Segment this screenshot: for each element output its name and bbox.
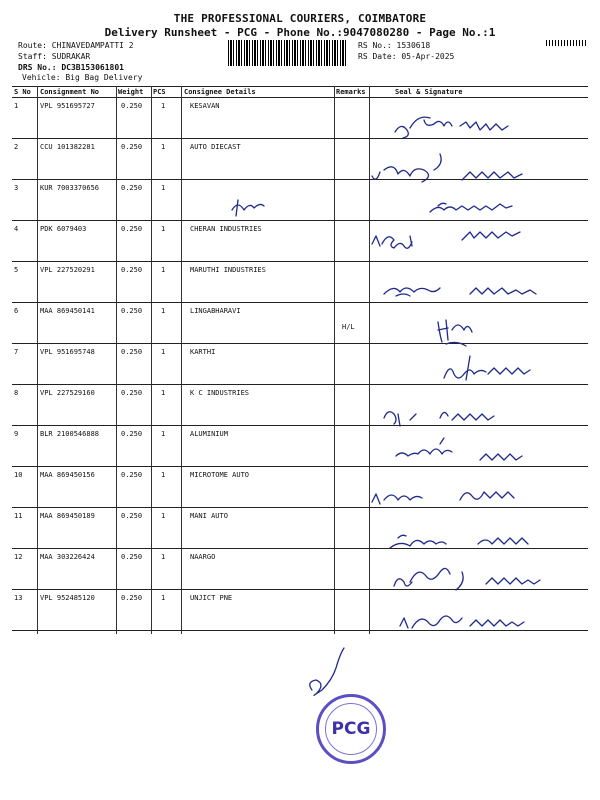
row-consignment-no: MAA 869450189 (40, 512, 95, 520)
row-consignment-no: BLR 2100546888 (40, 430, 100, 438)
signature-row-10 (372, 492, 514, 504)
rs-number: RS No.: 1530618 (358, 41, 431, 50)
row-consignee: MANI AUTO (190, 512, 228, 520)
vehicle-label: Vehicle: Big Bag Delivery (22, 73, 143, 82)
row-sno: 3 (14, 184, 19, 192)
row-pcs: 1 (161, 430, 166, 438)
row-sno: 12 (14, 553, 23, 561)
row-weight: 0.250 (121, 430, 143, 438)
signature-row-1 (395, 117, 508, 138)
stamp-signature (310, 648, 344, 695)
signature-row-13 (400, 616, 524, 628)
row-consignee: LINGABHARAVI (190, 307, 241, 315)
row-consignment-no: VPL 227520291 (40, 266, 95, 274)
stamp-text: PCG (331, 719, 371, 739)
row-consignee: AUTO DIECAST (190, 143, 241, 151)
row-consignment-no: MAA 303226424 (40, 553, 95, 561)
row-pcs: 1 (161, 553, 166, 561)
company-title: THE PROFESSIONAL COURIERS, COIMBATORE (173, 12, 427, 25)
row-consignment-no: MAA 869450156 (40, 471, 95, 479)
row-sno: 9 (14, 430, 19, 438)
signature-row-4 (372, 232, 520, 248)
header-sno: S No (14, 88, 31, 96)
row-sno: 11 (14, 512, 23, 520)
row-consignment-no: PDK 6079403 (40, 225, 87, 233)
header-weight: Weight (118, 88, 144, 96)
row-consignee: ALUMINIUM (190, 430, 228, 438)
row-weight: 0.250 (121, 389, 143, 397)
row-pcs: 1 (161, 225, 166, 233)
row-consignee: K C INDUSTRIES (190, 389, 250, 397)
row-sno: 13 (14, 594, 23, 602)
stamp-inner-ring (325, 703, 377, 755)
row-sno: 2 (14, 143, 19, 151)
row-sno: 10 (14, 471, 23, 479)
row-sno: 5 (14, 266, 19, 274)
row-consignee: CHERAN INDUSTRIES (190, 225, 262, 233)
signature-row-5 (384, 288, 536, 296)
row-weight: 0.250 (121, 307, 143, 315)
pcg-stamp (316, 694, 386, 764)
row-sno: 7 (14, 348, 19, 356)
row-consignee: MICROTOME AUTO (190, 471, 250, 479)
row-consignment-no: MAA 869450141 (40, 307, 95, 315)
signature-row-2 (372, 154, 522, 182)
row-weight: 0.250 (121, 184, 143, 192)
row-sno: 1 (14, 102, 19, 110)
signature-row-9 (396, 438, 522, 460)
row-consignee: KESAVAN (190, 102, 220, 110)
row-consignment-no: VPL 952485120 (40, 594, 95, 602)
header-consignee: Consignee Details (184, 88, 256, 96)
row-consignee: UNJICT PNE (190, 594, 233, 602)
header-consignment: Consignment No (40, 88, 100, 96)
signature-row-8 (384, 412, 494, 426)
row-weight: 0.250 (121, 348, 143, 356)
row-weight: 0.250 (121, 471, 143, 479)
header-pcs: PCS (153, 88, 166, 96)
row-pcs: 1 (161, 594, 166, 602)
row-consignment-no: CCU 101382281 (40, 143, 95, 151)
signature-row-12 (394, 568, 540, 590)
row-consignee: MARUTHI INDUSTRIES (190, 266, 266, 274)
row-pcs: 1 (161, 102, 166, 110)
row-weight: 0.250 (121, 102, 143, 110)
row-pcs: 1 (161, 307, 166, 315)
row-weight: 0.250 (121, 266, 143, 274)
header-remarks: Remarks (336, 88, 366, 96)
row-weight: 0.250 (121, 225, 143, 233)
signature-row-6 (438, 320, 472, 346)
runsheet-subtitle: Delivery Runsheet - PCG - Phone No.:9047080280 - Page No.:1 (104, 26, 496, 39)
row-weight: 0.250 (121, 512, 143, 520)
drs-number: DRS No.: DC3B153061801 (18, 63, 124, 72)
rs-date: RS Date: 05-Apr-2025 (358, 52, 455, 61)
signature-row-11 (390, 535, 528, 548)
row-consignee: KARTHI (190, 348, 216, 356)
row-weight: 0.250 (121, 594, 143, 602)
row-sno: 4 (14, 225, 19, 233)
row-weight: 0.250 (121, 143, 143, 151)
row-pcs: 1 (161, 471, 166, 479)
row-weight: 0.250 (121, 553, 143, 561)
row-consignment-no: VPL 951695748 (40, 348, 95, 356)
row-consignee: NAARGO (190, 553, 216, 561)
route-label: Route: CHINAVEDAMPATTI 2 (18, 41, 134, 50)
row-pcs: 1 (161, 266, 166, 274)
signature-row-3 (232, 200, 512, 216)
row-pcs: 1 (161, 184, 166, 192)
row-sno: 8 (14, 389, 19, 397)
staff-label: Staff: SUDRAKAR (18, 52, 91, 61)
row-pcs: 1 (161, 348, 166, 356)
row-pcs: 1 (161, 512, 166, 520)
row-pcs: 1 (161, 143, 166, 151)
row-remarks: H/L (342, 323, 355, 331)
row-consignment-no: KUR 7003370656 (40, 184, 100, 192)
row-pcs: 1 (161, 389, 166, 397)
row-consignment-no: VPL 951695727 (40, 102, 95, 110)
signature-row-7 (444, 356, 530, 380)
header-signature: Seal & Signature (395, 88, 463, 96)
row-consignment-no: VPL 227529160 (40, 389, 95, 397)
row-sno: 6 (14, 307, 19, 315)
